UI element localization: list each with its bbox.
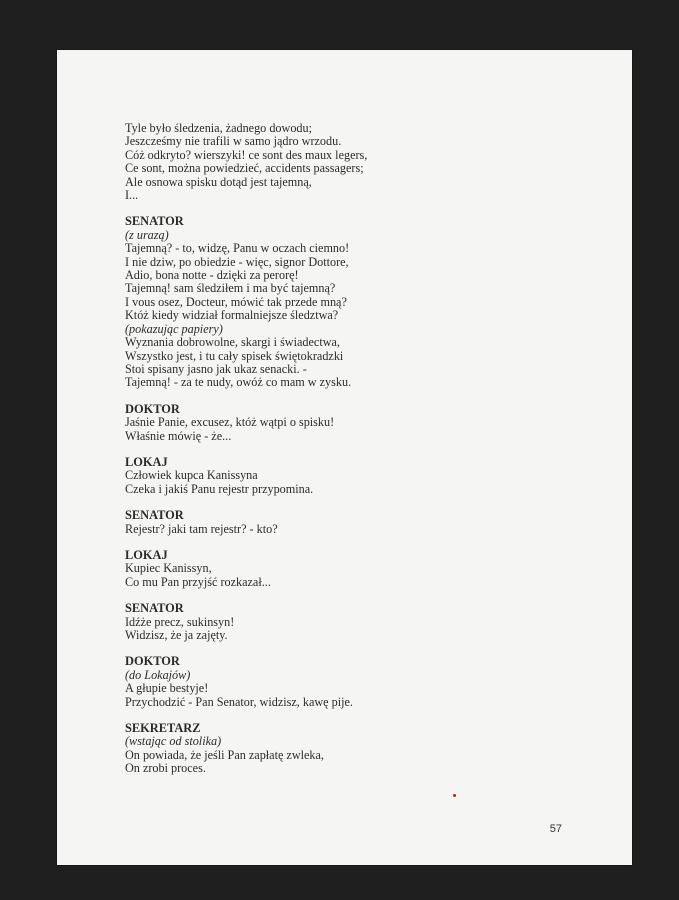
ink-speck [453, 794, 456, 797]
speaker-name: SEKRETARZ [125, 721, 201, 736]
verse-line: On zrobi proces. [125, 761, 206, 776]
dialogue-block [125, 549, 545, 589]
verse-line: Tajemną! sam śledziłem i ma być tajemną? [125, 281, 336, 296]
stage-direction: (wstając od stolika) [125, 734, 222, 749]
verse-line: Ale osnowa spisku dotąd jest tajemną, [125, 174, 312, 189]
verse-line: I... [125, 188, 139, 203]
verse-line: Przychodzić - Pan Senator, widzisz, kawę pije. [125, 694, 353, 709]
verse-line: I nie dziw, po obiedzie - więc, signor Dottore, [125, 254, 349, 269]
stage-direction: (pokazując papiery) [125, 321, 223, 336]
verse-line: Ce sont, można powiedzieć, accidents passagers; [125, 161, 364, 176]
verse-line: Tajemną? - to, widzę, Panu w oczach ciemno! [125, 241, 350, 256]
verse-line: Kupiec Kanissyn, [125, 561, 212, 576]
dialogue-block [125, 655, 545, 709]
verse-line: Cóż odkryto? wierszyki! ce sont des maux legers, [125, 147, 368, 162]
verse-line: Jaśnie Panie, excusez, któż wątpi o spisku! [125, 415, 335, 430]
verse-line: Jeszcześmy nie trafili w samo jądro wrzodu. [125, 134, 342, 149]
speaker-name: LOKAJ [125, 454, 168, 469]
speaker-name: DOKTOR [125, 401, 180, 416]
verse-line: Co mu Pan przyjść rozkazał... [125, 574, 271, 589]
speaker-name: LOKAJ [125, 547, 168, 562]
stage-direction: (z urazą) [125, 227, 169, 242]
verse-line: Wszystko jest, i tu cały spisek świętokradzki [125, 348, 344, 363]
dialogue-block [125, 215, 545, 389]
dialogue-block [125, 403, 545, 443]
dialogue-block [125, 509, 545, 536]
verse-line: On powiada, że jeśli Pan zapłatę zwleka, [125, 747, 324, 762]
stage-direction: (do Lokajów) [125, 667, 191, 682]
verse-line: Tajemną! - za te nudy, owóż co mam w zysku. [125, 375, 352, 390]
verse-line: Stoi spisany jasno jak ukaz senacki. - [125, 361, 307, 376]
verse-line: Widzisz, że ja zajęty. [125, 628, 228, 642]
verse-line: I vous osez, Docteur, mówić tak przede mną? [125, 294, 347, 309]
dialogue-block [125, 602, 545, 642]
page-number: 57 [549, 823, 562, 835]
verse-line: Adio, bona notte - dzięki za perorę! [125, 268, 299, 283]
verse-line: Wyznania dobrowolne, skargi i świadectwa, [125, 335, 340, 350]
verse-line: Właśnie mówię - że... [125, 428, 232, 443]
dialogue-block [125, 456, 545, 496]
speaker-name: SENATOR [125, 214, 184, 229]
speaker-name: SENATOR [125, 601, 184, 616]
verse-line: Człowiek kupca Kanissyna [125, 468, 258, 483]
verse-line: A głupie bestyje! [125, 681, 209, 696]
verse-line: Któż kiedy widział formalniejsze śledztwa? [125, 308, 339, 323]
verse-line: Idźże precz, sukinsyn! [125, 614, 235, 629]
dialogue-block [125, 722, 545, 776]
verse-line: Tyle było śledzenia, żadnego dowodu; [125, 121, 312, 135]
speaker-name: DOKTOR [125, 654, 180, 669]
document-page [57, 50, 632, 865]
play-text [125, 122, 545, 789]
verse-line: Rejestr? jaki tam rejestr? - kto? [125, 521, 278, 536]
dialogue-block [125, 122, 545, 202]
speaker-name: SENATOR [125, 508, 184, 523]
verse-line: Czeka i jakiś Panu rejestr przypomina. [125, 481, 314, 496]
